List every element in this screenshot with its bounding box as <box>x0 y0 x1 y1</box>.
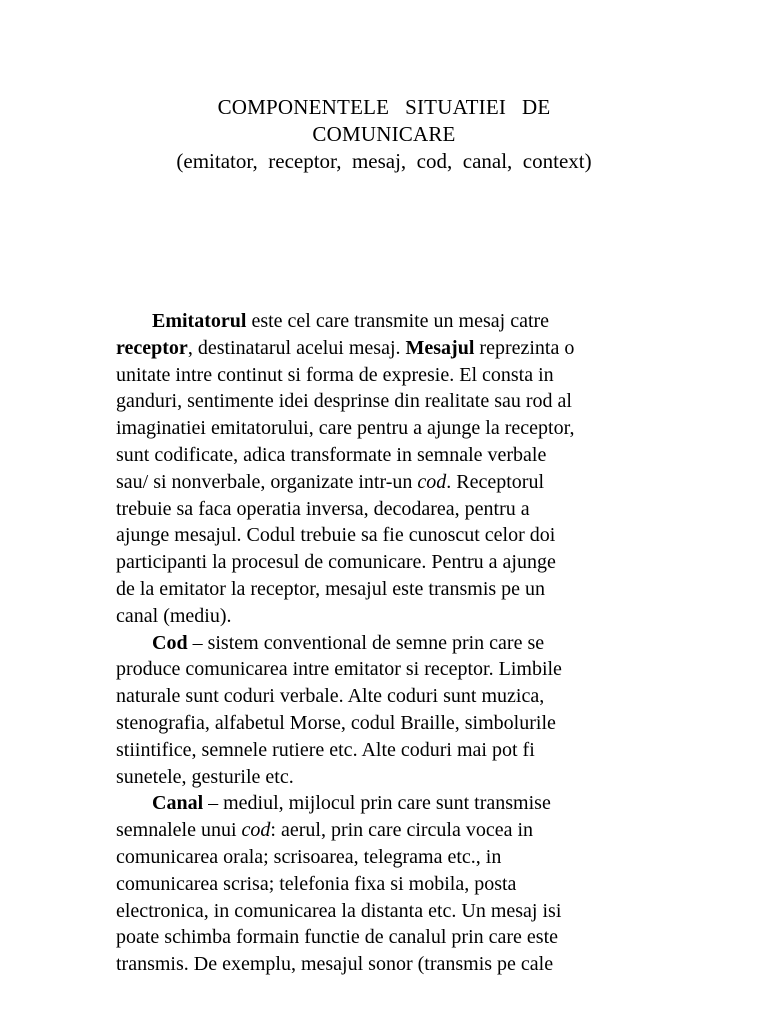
text-run: comunicarea orala; scrisoarea, telegrama etc., in <box>116 845 502 868</box>
text-run: stenografia, alfabetul Morse, codul Braille, simbolurile <box>116 711 556 734</box>
bold-term: Canal <box>152 792 204 815</box>
text-line <box>116 844 656 871</box>
text-line <box>116 764 656 791</box>
text-line <box>116 683 656 710</box>
text-run: – sistem conventional de semne prin care se <box>187 631 545 654</box>
text-run: , destinatarul acelui mesaj. <box>187 336 406 359</box>
text-run: . Receptorul <box>446 470 544 493</box>
text-run: trebuie sa faca operatia inversa, decodarea, pentru a <box>116 497 530 520</box>
text-line <box>116 576 656 603</box>
text-line <box>116 871 656 898</box>
text-run: electronica, in comunicarea la distanta etc. Un mesaj isi <box>116 899 562 922</box>
text-line <box>116 951 656 978</box>
text-run: comunicarea scrisa; telefonia fixa si mobila, posta <box>116 872 517 895</box>
text-line <box>116 522 656 549</box>
document-body <box>116 308 656 978</box>
text-run: – mediul, mijlocul prin care sunt transmise <box>203 792 551 815</box>
text-run: de la emitator la receptor, mesajul este transmis pe un <box>116 577 546 600</box>
text-run: unitate intre continut si forma de expresie. El consta in <box>116 363 554 386</box>
text-line <box>116 603 656 630</box>
text-run: sau/ si nonverbale, organizate intr-un <box>116 470 418 493</box>
text-line <box>116 335 656 362</box>
bold-term: receptor <box>116 336 188 359</box>
text-line <box>116 656 656 683</box>
text-run: canal (mediu). <box>116 604 232 627</box>
bold-term: Cod <box>152 631 188 654</box>
text-run: este cel care transmite un mesaj catre <box>246 310 550 332</box>
italic-term: cod <box>417 470 447 493</box>
text-run: produce comunicarea intre emitator si receptor. Limbile <box>116 658 562 681</box>
text-run: ajunge mesajul. Codul trebuie sa fie cunoscut celor doi <box>116 524 556 547</box>
bold-term: Emitatorul <box>152 310 247 332</box>
paragraph-canal <box>116 790 656 978</box>
title-subtitle: (emitator, receptor, mesaj, cod, canal, context) <box>176 149 592 173</box>
text-run: reprezinta o <box>474 336 575 359</box>
text-run: imaginatiei emitatorului, care pentru a ajunge la receptor, <box>116 417 575 440</box>
text-line <box>116 362 656 389</box>
text-line <box>116 549 656 576</box>
paragraph-cod <box>116 630 656 791</box>
title-line-2: COMUNICARE <box>312 122 456 146</box>
text-run: stiintifice, semnele rutiere etc. Alte coduri mai pot fi <box>116 738 535 761</box>
italic-term: cod <box>241 819 271 842</box>
text-line <box>116 710 656 737</box>
text-line <box>116 496 656 523</box>
text-line <box>116 388 656 415</box>
text-run: sunt codificate, adica transformate in semnale verbale <box>116 443 547 466</box>
text-run: poate schimba formain functie de canalul prin care este <box>116 926 559 949</box>
text-run: : aerul, prin care circula vocea in <box>270 819 534 842</box>
text-line <box>116 415 656 442</box>
paragraph-emitatorul <box>116 308 656 630</box>
text-line <box>116 469 656 496</box>
text-run: naturale sunt coduri verbale. Alte coduri sunt muzica, <box>116 685 545 708</box>
text-line <box>116 442 656 469</box>
text-line <box>116 630 656 657</box>
text-run: transmis. De exemplu, mesajul sonor (transmis pe cale <box>116 953 554 976</box>
text-run: semnalele unui <box>116 819 242 842</box>
text-run: participanti la procesul de comunicare. Pentru a ajunge <box>116 551 556 574</box>
text-line <box>116 790 656 817</box>
text-line <box>116 898 656 925</box>
bold-term: Mesajul <box>405 336 475 359</box>
text-run: ganduri, sentimente idei desprinse din realitate sau rod al <box>116 390 572 413</box>
text-line <box>116 817 656 844</box>
text-line <box>116 924 656 951</box>
text-line <box>116 308 656 335</box>
text-run: sunetele, gesturile etc. <box>116 765 294 788</box>
title-line-1: COMPONENTELE SITUATIEI DE <box>217 95 551 119</box>
document-title <box>0 94 768 175</box>
text-line <box>116 737 656 764</box>
